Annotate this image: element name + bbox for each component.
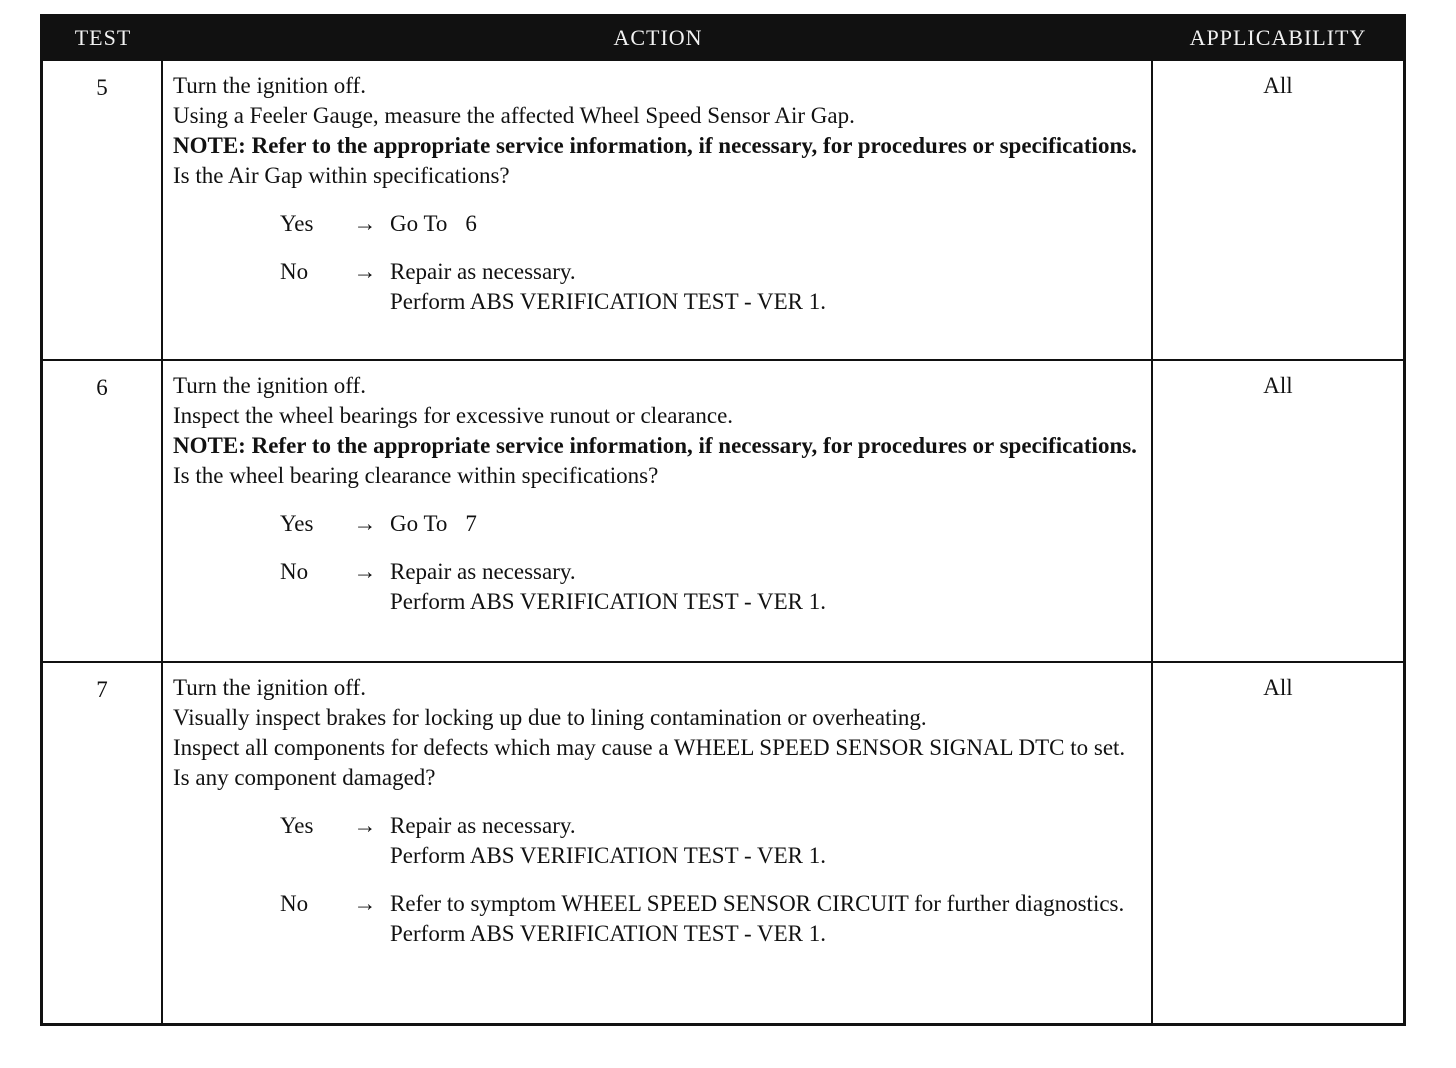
right-arrow-icon: → <box>353 259 377 284</box>
no-label: No <box>280 891 309 916</box>
header-action: ACTION <box>613 25 703 50</box>
note-label: NOTE: <box>173 133 252 158</box>
no-result-line: Refer to symptom WHEEL SPEED SENSOR CIRCUIT for further diagnostics. <box>390 891 1125 916</box>
no-branch <box>280 889 1143 949</box>
no-branch <box>280 257 1143 317</box>
yes-result <box>390 509 1143 539</box>
diagnostic-table <box>40 14 1406 1026</box>
no-label: No <box>280 559 309 584</box>
yes-branch <box>280 811 1143 871</box>
table-row <box>43 359 1403 661</box>
goto-text: Go To <box>390 511 448 536</box>
yes-result-line: Perform ABS VERIFICATION TEST - VER 1. <box>390 843 826 868</box>
no-result <box>390 257 1143 317</box>
action-line: Turn the ignition off. <box>173 73 366 98</box>
goto-text: Go To <box>390 211 448 236</box>
action-question: Is the Air Gap within specifications? <box>173 163 510 188</box>
note-text: Refer to the appropriate service information, if necessary, for procedures or specifications. <box>251 433 1137 458</box>
no-result-line: Perform ABS VERIFICATION TEST - VER 1. <box>390 589 826 614</box>
no-result <box>390 889 1143 949</box>
no-result-line: Repair as necessary. <box>390 559 576 584</box>
note-block <box>173 431 1143 461</box>
test-number: 6 <box>43 361 163 661</box>
no-result-line: Perform ABS VERIFICATION TEST - VER 1. <box>390 921 826 946</box>
action-line: Inspect all components for defects which may cause a WHEEL SPEED SENSOR SIGNAL DTC to set. <box>173 735 1126 760</box>
action-line: Turn the ignition off. <box>173 373 366 398</box>
goto-link[interactable]: 6 <box>465 211 477 236</box>
yes-branch <box>280 509 1143 539</box>
no-result-line: Perform ABS VERIFICATION TEST - VER 1. <box>390 289 826 314</box>
test-number: 7 <box>43 663 163 1023</box>
applicability-value: All <box>1263 373 1293 398</box>
right-arrow-icon: → <box>353 511 377 536</box>
no-result-line: Repair as necessary. <box>390 259 576 284</box>
action-question: Is any component damaged? <box>173 765 436 790</box>
action-cell <box>163 663 1153 1023</box>
no-label: No <box>280 259 309 284</box>
yes-result <box>390 209 1143 239</box>
no-result <box>390 557 1143 617</box>
table-header <box>43 17 1403 59</box>
test-number: 5 <box>43 61 163 359</box>
note-label: NOTE: <box>173 433 252 458</box>
right-arrow-icon: → <box>353 891 377 916</box>
yes-label: Yes <box>280 211 314 236</box>
action-cell <box>163 361 1153 661</box>
applicability-value: All <box>1263 675 1293 700</box>
right-arrow-icon: → <box>353 559 377 584</box>
yes-branch <box>280 209 1143 239</box>
right-arrow-icon: → <box>353 813 377 838</box>
action-cell <box>163 61 1153 359</box>
action-question: Is the wheel bearing clearance within specifications? <box>173 463 659 488</box>
action-line: Using a Feeler Gauge, measure the affected Wheel Speed Sensor Air Gap. <box>173 103 855 128</box>
right-arrow-icon: → <box>353 211 377 236</box>
yes-label: Yes <box>280 511 314 536</box>
applicability-value: All <box>1263 73 1293 98</box>
yes-result-line: Repair as necessary. <box>390 813 576 838</box>
header-applicability: APPLICABILITY <box>1189 25 1367 50</box>
yes-result <box>390 811 1143 871</box>
note-text: Refer to the appropriate service information, if necessary, for procedures or specifications. <box>251 133 1137 158</box>
action-line: Inspect the wheel bearings for excessive runout or clearance. <box>173 403 734 428</box>
action-line: Visually inspect brakes for locking up due to lining contamination or overheating. <box>173 705 927 730</box>
table-row <box>43 661 1403 1023</box>
header-test: TEST <box>74 25 132 50</box>
note-block <box>173 131 1143 161</box>
goto-link[interactable]: 7 <box>465 511 477 536</box>
no-branch <box>280 557 1143 617</box>
yes-label: Yes <box>280 813 314 838</box>
action-line: Turn the ignition off. <box>173 675 366 700</box>
table-row <box>43 59 1403 359</box>
